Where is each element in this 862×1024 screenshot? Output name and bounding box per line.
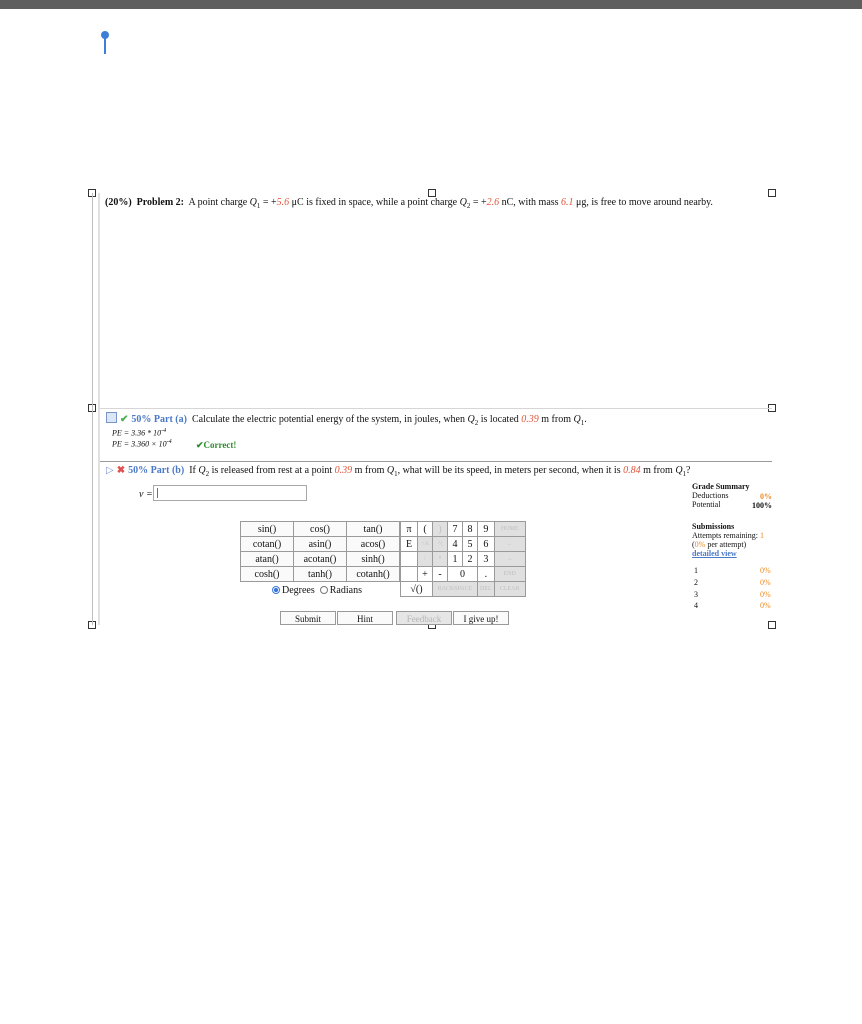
key-acos[interactable]: acos() bbox=[347, 537, 400, 552]
checkmark-icon: ✔ bbox=[120, 414, 129, 425]
potential-label: Potential bbox=[692, 500, 721, 509]
key-end[interactable]: END bbox=[494, 567, 525, 582]
key-cos[interactable]: cos() bbox=[294, 522, 347, 537]
key-dot[interactable]: . bbox=[478, 567, 495, 582]
key-sqrt[interactable]: √() bbox=[401, 582, 433, 597]
function-keypad bbox=[240, 521, 400, 582]
answer-label: v = bbox=[139, 489, 153, 500]
submissions bbox=[692, 522, 764, 558]
key-asin[interactable]: asin() bbox=[294, 537, 347, 552]
detailed-view-link[interactable]: detailed view bbox=[692, 549, 737, 558]
play-triangle-icon[interactable]: ▷ bbox=[106, 465, 114, 476]
key-blank bbox=[401, 567, 418, 582]
key-plus[interactable]: + bbox=[418, 567, 433, 582]
key-minus[interactable]: - bbox=[433, 567, 448, 582]
key-4[interactable]: 4 bbox=[448, 537, 463, 552]
numeric-keypad bbox=[400, 521, 526, 597]
key-lparen[interactable]: ( bbox=[418, 522, 433, 537]
formatted-answer: PE = $3.360 \times 10^{-4}$ bbox=[112, 439, 172, 449]
key-del[interactable]: DEL bbox=[478, 582, 495, 597]
key-tanh[interactable]: tanh() bbox=[294, 567, 347, 582]
attempts-remaining: Attempts remaining: 1 bbox=[692, 531, 764, 540]
key-left-arrow[interactable]: ← bbox=[494, 537, 525, 552]
frame-border bbox=[92, 193, 93, 625]
key-cosh[interactable]: cosh() bbox=[241, 567, 294, 582]
resize-handle-br[interactable] bbox=[768, 621, 776, 629]
key-atan[interactable]: atan() bbox=[241, 552, 294, 567]
key-acotan[interactable]: acotan() bbox=[294, 552, 347, 567]
key-rparen[interactable]: ) bbox=[433, 522, 448, 537]
hint-button[interactable]: Hint bbox=[337, 611, 393, 625]
degrees-radio[interactable] bbox=[272, 586, 280, 594]
key-8[interactable]: 8 bbox=[463, 522, 478, 537]
key-home[interactable]: HOME bbox=[494, 522, 525, 537]
key-cotan[interactable]: cotan() bbox=[241, 537, 294, 552]
key-slash[interactable]: / bbox=[418, 552, 433, 567]
checkmark-icon: ✔ bbox=[196, 440, 204, 450]
incorrect-x-icon: ✖ bbox=[116, 465, 126, 476]
angle-mode bbox=[272, 585, 362, 596]
key-1[interactable]: 1 bbox=[448, 552, 463, 567]
radians-label: Radians bbox=[329, 585, 362, 596]
part-b-header: ▷ ✖ 50% Part (b) If $Q_2$ is released from rest at a point 0.39 m from $Q_1$, what will be its speed, in meters per second, when it is 0.84 m from $Q_1$? bbox=[106, 465, 691, 478]
grade-summary bbox=[692, 482, 750, 509]
key-backspace[interactable]: BACKSPACE bbox=[433, 582, 478, 597]
frame-border-inner bbox=[98, 193, 100, 625]
give-up-button[interactable]: I give up! bbox=[453, 611, 509, 625]
submission-row-percent: 0% bbox=[760, 601, 771, 610]
top-toolbar-strip bbox=[0, 0, 862, 9]
key-clear[interactable]: CLEAR bbox=[494, 582, 525, 597]
radians-radio[interactable] bbox=[320, 586, 328, 594]
previous-answer: PE = $3.36 * 10^{-4}$ bbox=[112, 428, 167, 438]
part-b-label: 50% Part (b) bbox=[128, 465, 185, 476]
key-5[interactable]: 5 bbox=[463, 537, 478, 552]
key-7[interactable]: 7 bbox=[448, 522, 463, 537]
divider bbox=[100, 408, 772, 409]
submission-row-percent: 0% bbox=[760, 566, 771, 575]
resize-handle-tr[interactable] bbox=[768, 189, 776, 197]
submission-row-number: 2 bbox=[694, 578, 698, 587]
submissions-title: Submissions bbox=[692, 522, 735, 531]
key-star[interactable]: * bbox=[433, 552, 448, 567]
key-up-caret[interactable]: ^| bbox=[433, 537, 448, 552]
key-pi[interactable]: π bbox=[401, 522, 418, 537]
key-sin[interactable]: sin() bbox=[241, 522, 294, 537]
grade-summary-title: Grade Summary bbox=[692, 482, 750, 491]
part-a-label: 50% Part (a) bbox=[131, 414, 187, 425]
part-a-header: ✔ 50% Part (a) Calculate the electric potential energy of the system, in joules, when $Q_2$ is located 0.39 m from $Q_1$. bbox=[106, 412, 587, 427]
feedback-button[interactable]: Feedback bbox=[396, 611, 452, 625]
deductions-value: 0% bbox=[760, 492, 772, 501]
submission-row-number: 4 bbox=[694, 601, 698, 610]
part-a-toggle-icon[interactable] bbox=[106, 412, 117, 423]
correct-status: ✔Correct! bbox=[196, 440, 237, 450]
potential-value: 100% bbox=[752, 501, 772, 510]
key-cotanh[interactable]: cotanh() bbox=[347, 567, 400, 582]
submission-row-percent: 0% bbox=[760, 590, 771, 599]
divider bbox=[100, 461, 772, 462]
submission-row-number: 1 bbox=[694, 566, 698, 575]
submission-row-number: 3 bbox=[694, 590, 698, 599]
key-6[interactable]: 6 bbox=[478, 537, 495, 552]
per-attempt: (0% per attempt) bbox=[692, 540, 747, 549]
key-up-a[interactable]: ↑A bbox=[418, 537, 433, 552]
key-9[interactable]: 9 bbox=[478, 522, 495, 537]
submit-button[interactable]: Submit bbox=[280, 611, 336, 625]
key-2[interactable]: 2 bbox=[463, 552, 478, 567]
key-right-arrow[interactable]: → bbox=[494, 552, 525, 567]
submission-row-percent: 0% bbox=[760, 578, 771, 587]
key-sinh[interactable]: sinh() bbox=[347, 552, 400, 567]
degrees-label: Degrees bbox=[282, 585, 315, 596]
pin-icon[interactable] bbox=[100, 31, 110, 55]
deductions-label: Deductions bbox=[692, 491, 729, 500]
answer-input[interactable] bbox=[153, 485, 307, 501]
resize-handle-tm[interactable] bbox=[428, 189, 436, 197]
key-tan[interactable]: tan() bbox=[347, 522, 400, 537]
key-e[interactable]: E bbox=[401, 537, 418, 552]
key-3[interactable]: 3 bbox=[478, 552, 495, 567]
problem-statement: (20%) Problem 2: A point charge $Q_1 = +5.6$ μC is fixed in space, while a point charge $Q_2 = +2.6$ nC, with mass 6.1 μg, is free to move around nearby. bbox=[105, 197, 713, 210]
key-blank bbox=[401, 552, 418, 567]
key-0[interactable]: 0 bbox=[448, 567, 478, 582]
